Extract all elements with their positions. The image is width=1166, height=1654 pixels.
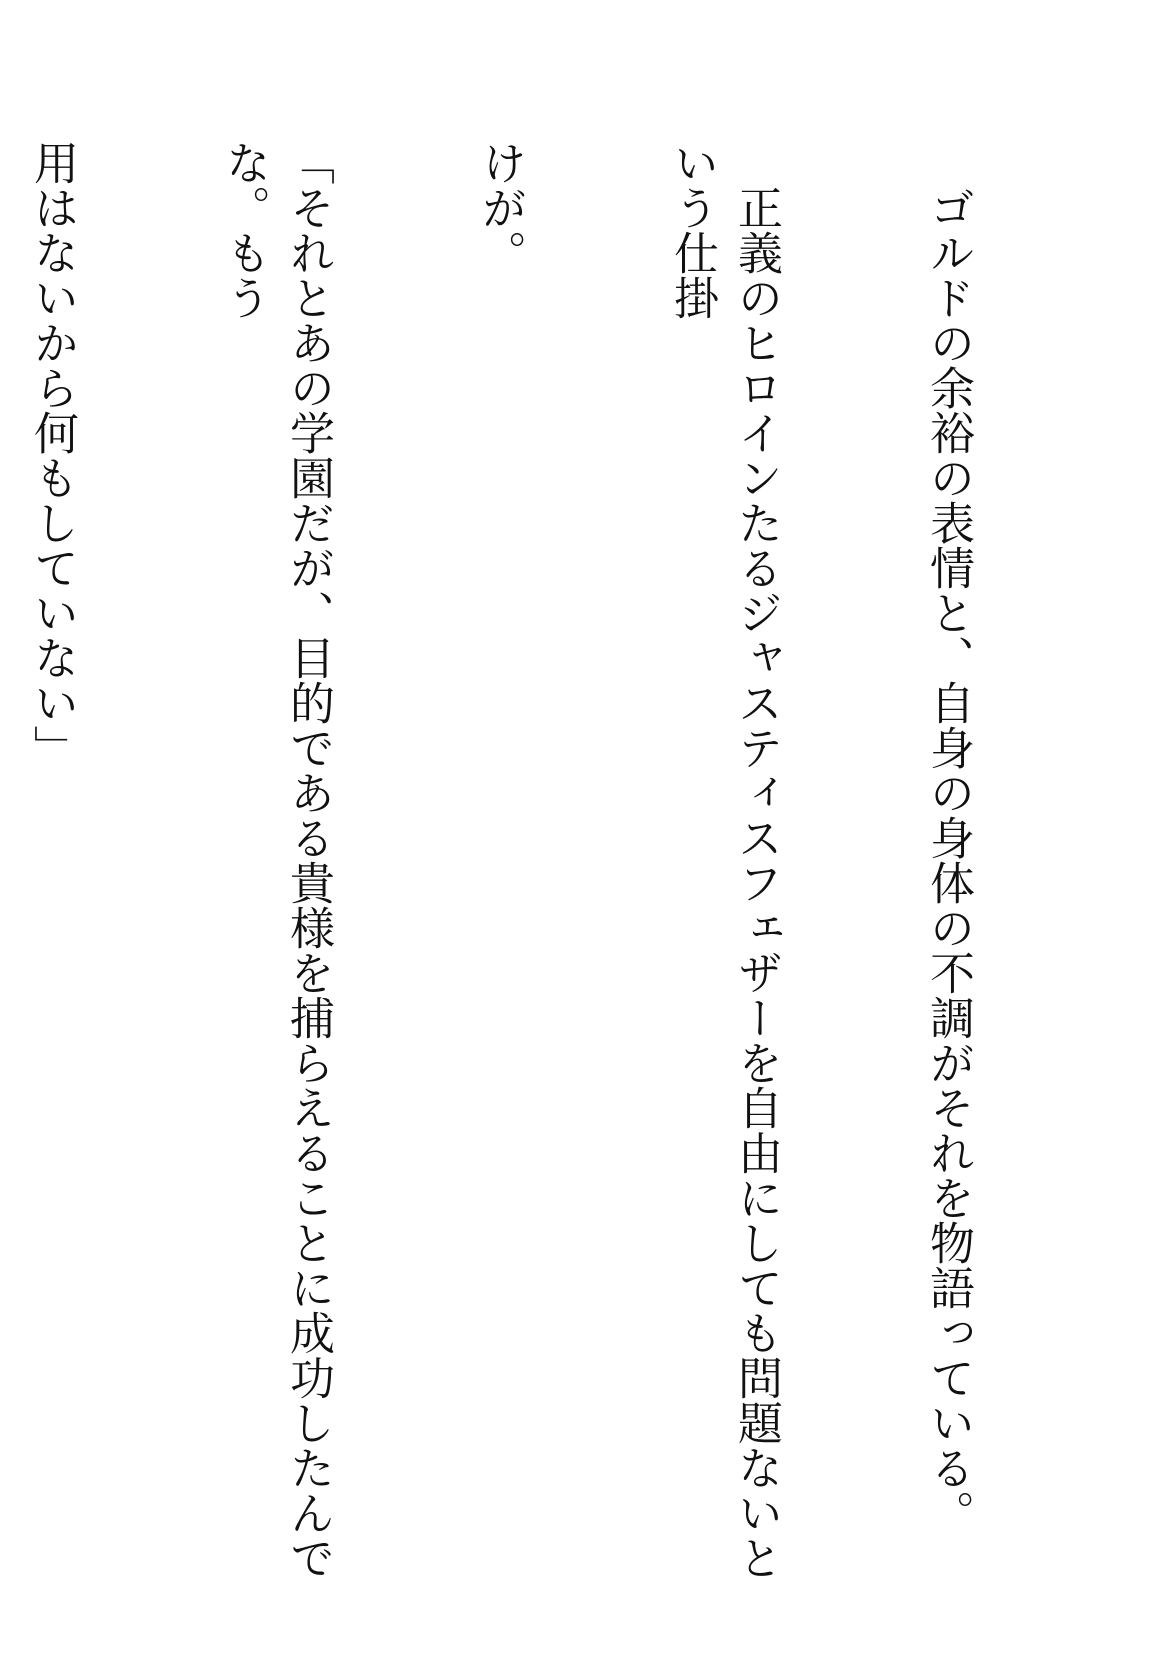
vertical-text-block	[0, 140, 1108, 1588]
text-line-1: ゴルドの余裕の表情と、自身の身体の不調がそれを物語っている。	[922, 140, 975, 1535]
text-line-5: 用はないから何もしていない」	[26, 140, 79, 770]
text-line-3: けが。	[474, 140, 527, 275]
text-line-4: 「それとあの学園だが、目的である貴様を捕らえることに成功したんでな。もう	[218, 140, 335, 1580]
text-line-2: 正義のヒロインたるジャスティスフェザーを自由にしても問題ないという仕掛	[666, 140, 783, 1580]
